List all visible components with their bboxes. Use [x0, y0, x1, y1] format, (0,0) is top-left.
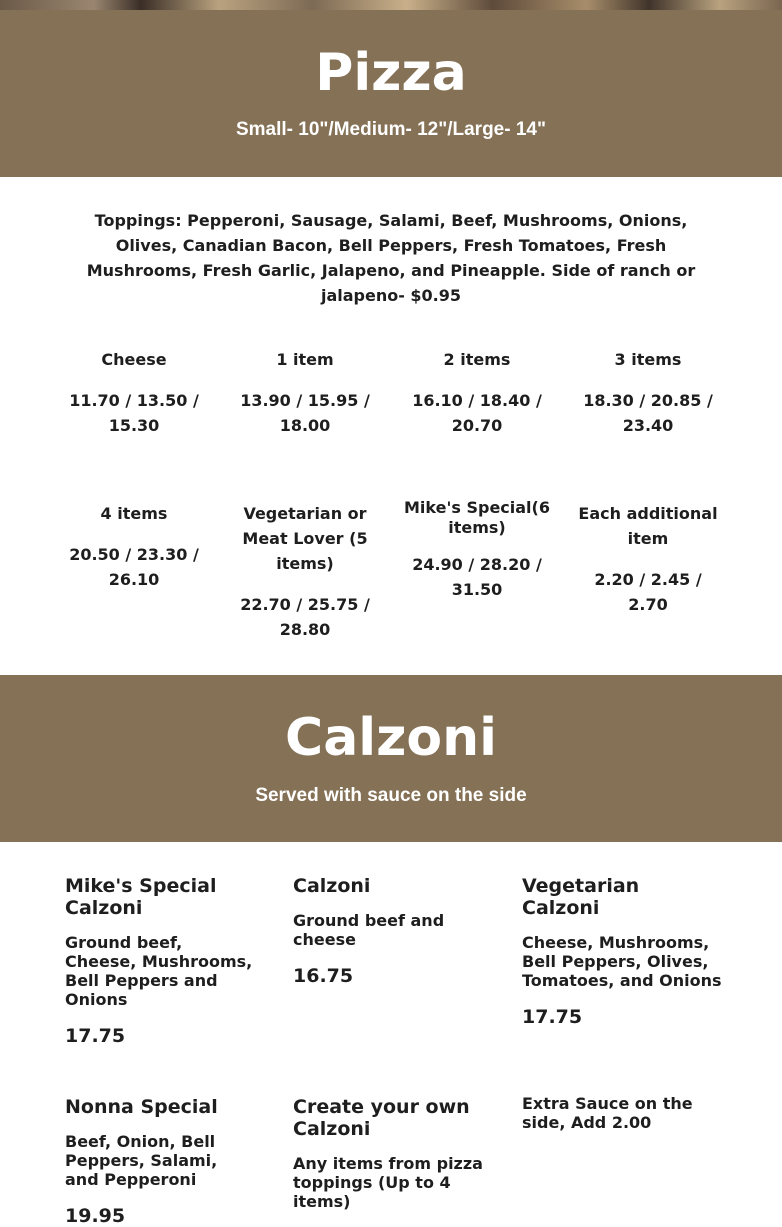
calzoni-header: [0, 675, 782, 842]
price-cell-mikes-special: [402, 498, 552, 602]
price-cell-name: 3 items: [614, 350, 682, 369]
calzone-price: 16.75: [293, 965, 354, 987]
calzone-mikes-special: [65, 875, 255, 1047]
price-cell-price: 16.10 / 18.40 / 20.70: [412, 391, 542, 435]
toppings-text: Toppings: Pepperoni, Sausage, Salami, Beef, Mushrooms, Onions, Olives, Canadian Bacon, Bell Peppers, Fresh Tomatoes, Fresh Mushrooms, Fresh Garlic, Jalapeno, and Pineapple. Side of ranch or jalapeno- $0.95: [86, 211, 696, 305]
calzone-vegetarian: [522, 875, 722, 1028]
calzone-name: Create your own Calzoni: [293, 1096, 470, 1140]
calzone-nonna-special: [65, 1096, 225, 1227]
calzone-create-your-own: [293, 1096, 493, 1211]
price-cell-price: 18.30 / 20.85 / 23.40: [583, 391, 713, 435]
price-cell-4-items: [59, 501, 209, 592]
calzone-desc: Ground beef, Cheese, Mushrooms, Bell Peppers and Onions: [65, 933, 253, 1009]
price-cell-price: 13.90 / 15.95 / 18.00: [240, 391, 370, 435]
price-cell-1-item: [230, 347, 380, 438]
calzone-name: Nonna Special: [65, 1096, 218, 1118]
calzone-price: 17.75: [65, 1025, 126, 1047]
price-cell-3-items: [573, 347, 723, 438]
price-cell-price: 11.70 / 13.50 / 15.30: [69, 391, 199, 435]
price-cell-name: Mike's Special(6 items): [404, 498, 550, 537]
header-photo: [0, 0, 782, 10]
calzone-name: Calzoni: [293, 875, 371, 897]
price-cell-2-items: [402, 347, 552, 438]
price-cell-name: Cheese: [101, 350, 167, 369]
calzone-desc: Cheese, Mushrooms, Bell Peppers, Olives, Tomatoes, and Onions: [522, 933, 722, 990]
calzone-desc: Any items from pizza toppings (Up to 4 items): [293, 1154, 483, 1211]
price-cell-name: Each additional item: [578, 504, 718, 548]
pizza-sizes: Small- 10"/Medium- 12"/Large- 14": [235, 119, 546, 140]
price-cell-name: 4 items: [100, 504, 168, 523]
pizza-header: [0, 10, 782, 177]
calzone-desc: Beef, Onion, Bell Peppers, Salami, and Pepperoni: [65, 1132, 218, 1189]
calzone-name: Mike's Special Calzoni: [65, 875, 217, 919]
pizza-title: Pizza: [315, 43, 467, 103]
price-cell-name: Vegetarian or Meat Lover (5 items): [242, 504, 368, 573]
price-cell-each-additional: [573, 501, 723, 617]
price-cell-price: 24.90 / 28.20 / 31.50: [412, 555, 542, 599]
calzone-calzoni: [293, 875, 498, 987]
price-cell-cheese: [59, 347, 209, 438]
price-cell-price: 2.20 / 2.45 / 2.70: [594, 570, 702, 614]
price-cell-price: 22.70 / 25.75 / 28.80: [240, 595, 370, 639]
price-cell-name: 2 items: [443, 350, 511, 369]
price-cell-name: 1 item: [276, 350, 334, 369]
calzoni-subtitle: Served with sauce on the side: [255, 785, 527, 806]
price-cell-price: 20.50 / 23.30 / 26.10: [69, 545, 199, 589]
calzone-desc: Extra Sauce on the side, Add 2.00: [522, 1094, 693, 1132]
calzone-price: 19.95: [65, 1205, 126, 1227]
extra-sauce-note: [522, 1094, 722, 1132]
calzone-name: Vegetarian Calzoni: [522, 875, 640, 919]
calzoni-title: Calzoni: [285, 708, 497, 768]
calzone-desc: Ground beef and cheese: [293, 911, 445, 949]
calzone-price: 17.75: [522, 1006, 583, 1028]
price-cell-veg-meat-lover: [230, 501, 380, 642]
